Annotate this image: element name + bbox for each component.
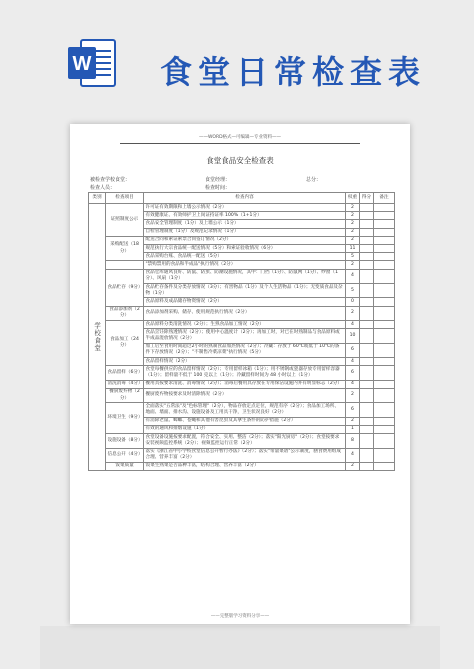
check-content-cell: 食品安全管理制度（1分）及上墙公示（1分） (144, 220, 346, 228)
remarks-cell[interactable] (374, 212, 395, 220)
score-cell[interactable] (360, 306, 374, 320)
banner (0, 0, 474, 118)
header-weight: 权重 (346, 193, 360, 204)
remarks-cell[interactable] (374, 228, 395, 236)
remarks-cell[interactable] (374, 417, 395, 425)
check-content-cell: 食堂设备设施按要求配置，符合安全、实用、整洁（2分）；落实"阳光厨房"（2分）；食堂按要求安装视频监控系统（2分）；视频监控运行正常（2分） (144, 434, 346, 448)
remarks-cell[interactable] (374, 298, 395, 306)
weight-cell: 6 (346, 403, 360, 417)
word-document-icon (66, 37, 118, 89)
weight-cell: 2 (346, 204, 360, 212)
weight-cell: 6 (346, 343, 360, 357)
remarks-cell[interactable] (374, 269, 395, 283)
check-content-cell: 餐厨废弃物按要求及时清除情况（2分） (144, 388, 346, 402)
total-label: 总分： (306, 177, 322, 183)
remarks-cell[interactable] (374, 366, 395, 380)
inspector-label: 检查人员： (90, 185, 116, 191)
document-title: 食堂食品安全检查表 (206, 156, 274, 165)
weight-cell: 1 (346, 425, 360, 433)
weight-cell: 8 (346, 434, 360, 448)
weight-cell: 4 (346, 448, 360, 462)
weight-cell: 2 (346, 306, 360, 320)
score-cell[interactable] (360, 284, 374, 298)
table-row (89, 380, 395, 388)
check-content-cell: 全面落实"五常法"及"色标管理"（2分），物品存放定点定位，规范有序（2分）；食品加工场所、地面、墙面、排水沟、设施设备及工用具干净，卫生状况良好（2分） (144, 403, 346, 417)
table-row (89, 204, 395, 212)
remarks-cell[interactable] (374, 236, 395, 244)
document-header-note: ——WORD格式—可编辑—专业资料—— (198, 135, 282, 140)
header-item: 检查项目 (106, 193, 144, 204)
header-score: 得分 (360, 193, 374, 204)
check-content-cell: 加工后至食用时间超过2小时的熟制食品加热情况（2分）；冷藏：存放于 60℃或低于 10℃的条件下存放情况（2分）；"不制售冷菜凉菜"执行情况（5分） (144, 343, 346, 357)
table-row (89, 236, 395, 244)
document-footer-note: ——完整版学习资料分享—— (210, 614, 270, 619)
document-page (70, 124, 410, 624)
score-cell[interactable] (360, 220, 374, 228)
remarks-cell[interactable] (374, 204, 395, 212)
score-cell[interactable] (360, 380, 374, 388)
score-cell[interactable] (360, 329, 374, 343)
score-cell[interactable] (360, 358, 374, 366)
check-item-cell: 环境卫生（9分） (106, 403, 144, 434)
remarks-cell[interactable] (374, 380, 395, 388)
score-cell[interactable] (360, 298, 374, 306)
weight-cell: 2 (346, 462, 360, 470)
remarks-cell[interactable] (374, 448, 395, 462)
check-content-cell: 有效的通风和排烟设施（1分） (144, 425, 346, 433)
check-content-cell: 食品仓库通风良好、防鼠、防虫、防潮设施情况，其中：门挡（1分）、防鼠网（1分）、纱窗（1分）、风扇（1分） (144, 269, 346, 283)
check-content-cell: 食品原料及成品储存物资情况（2分） (144, 298, 346, 306)
remarks-cell[interactable] (374, 245, 395, 253)
remarks-cell[interactable] (374, 462, 395, 470)
score-cell[interactable] (360, 212, 374, 220)
weight-cell: 2 (346, 236, 360, 244)
score-cell[interactable] (360, 236, 374, 244)
score-cell[interactable] (360, 321, 374, 329)
weight-cell: 10 (346, 329, 360, 343)
table-header-row (89, 193, 395, 204)
table-row (89, 388, 395, 402)
score-cell[interactable] (360, 388, 374, 402)
score-cell[interactable] (360, 425, 374, 433)
score-cell[interactable] (360, 366, 374, 380)
table-row (89, 261, 395, 269)
check-content-cell: 餐用具按要求清洗、消毒情况（2分）；消毒后餐用具存放在专用保洁设施内并有明显标志（2分） (144, 380, 346, 388)
remarks-cell[interactable] (374, 425, 395, 433)
check-content-cell: 许可证有效期限和上墙公示情况（2分） (144, 204, 346, 212)
check-content-cell: 有消除老鼠、蟑螂、苍蝇和其他有害昆虫及其孳生条件的防护措施（2分） (144, 417, 346, 425)
check-item-cell: 设施设备（8分） (106, 434, 144, 448)
check-content-cell: 食品烹饪除熟透情况（2分）；使用中心温度计（2分）；再加工时，对已在时熟制品与食品原料或半成品混放情况（2分） (144, 329, 346, 343)
check-content-cell: 配送合同和索证索票合同签订情况（2分） (144, 236, 346, 244)
score-cell[interactable] (360, 261, 374, 269)
check-item-cell (106, 261, 144, 269)
remarks-cell[interactable] (374, 343, 395, 357)
table-row (89, 306, 395, 320)
score-cell[interactable] (360, 462, 374, 470)
score-cell[interactable] (360, 417, 374, 425)
table-row (89, 448, 395, 462)
svg-text:W: W (72, 53, 92, 75)
table-row (89, 462, 395, 470)
check-item-cell: 信息公开（4分） (106, 448, 144, 462)
weight-cell: 2 (346, 388, 360, 402)
check-item-cell: 食品留样（6分） (106, 366, 144, 380)
weight-cell: 2 (346, 261, 360, 269)
remarks-cell[interactable] (374, 253, 395, 261)
check-content-cell: 食品添加剂采购、储存、使用规范执行情况（2分） (144, 306, 346, 320)
check-item-cell: 食品加工（24分） (106, 321, 144, 366)
check-content-cell: 有效健康证、有效师护卫上岗证持证率 100%（1+1分） (144, 212, 346, 220)
header-remarks: 备注 (374, 193, 395, 204)
check-item-cell: 饭菜质量 (106, 462, 144, 470)
time-label: 检查时间： (205, 185, 231, 191)
table-row (89, 269, 395, 283)
header-rule (120, 143, 360, 144)
weight-cell: 2 (346, 212, 360, 220)
check-item-cell: 证照制度公示 (106, 204, 144, 237)
banner-title: 食堂日常检查表 (160, 53, 427, 91)
check-content-cell: 规范执行大宗食品统一配送情况（5分）和索证验收情况（6分） (144, 245, 346, 253)
header-content: 检查内容 (144, 193, 346, 204)
check-item-cell: 餐厨废弃物（2分） (106, 388, 144, 402)
check-item-cell: 食品贮存（9分） (106, 269, 144, 306)
check-content-cell: 自检管理制度（1分）及规范记录情况（1分） (144, 228, 346, 236)
weight-cell: 0 (346, 298, 360, 306)
weight-cell: 5 (346, 253, 360, 261)
weight-cell: 4 (346, 269, 360, 283)
check-content-cell: 食品贮存条件及分类存放情况（3分）；有害物品（1分）及个人生活物品（1分）；无变质食品及杂物（1分） (144, 284, 346, 298)
score-cell[interactable] (360, 245, 374, 253)
weight-cell: 6 (346, 366, 360, 380)
weight-cell: 4 (346, 380, 360, 388)
check-content-cell: 落实《浙江省中小学校食堂信息公开暂行办法》（2分）；落实"带量菜谱"公示制度，膳食费用组成合理、营养丰富（2分） (144, 448, 346, 462)
manager-label: 食堂经理： (205, 177, 231, 183)
remarks-cell[interactable] (374, 321, 395, 329)
check-content-cell: 食堂每餐供应的食品留样情况（2分）；专用留样冰箱（1分）；用不锈钢或瓷器存放专用留样容器（1分）；留样量不低于 100 克以上（1分）；冷藏留样时间为 48 小时以上（1分） (144, 366, 346, 380)
score-cell[interactable] (360, 434, 374, 448)
score-cell[interactable] (360, 269, 374, 283)
weight-cell: 4 (346, 358, 360, 366)
remarks-cell[interactable] (374, 284, 395, 298)
table-row (89, 403, 395, 417)
score-cell[interactable] (360, 343, 374, 357)
remarks-cell[interactable] (374, 403, 395, 417)
remarks-cell[interactable] (374, 306, 395, 320)
check-content-cell: 食品采购台账、食品统一配送（5分） (144, 253, 346, 261)
check-content-cell: "禁购禁用的食品和半成品"执行情况（2分） (144, 261, 346, 269)
remarks-cell[interactable] (374, 261, 395, 269)
remarks-cell[interactable] (374, 434, 395, 448)
check-item-cell: 食品添加剂（2分） (106, 306, 144, 320)
remarks-cell[interactable] (374, 220, 395, 228)
weight-cell: 11 (346, 245, 360, 253)
header-category: 类别 (89, 193, 106, 204)
weight-cell: 4 (346, 321, 360, 329)
score-cell[interactable] (360, 448, 374, 462)
score-cell[interactable] (360, 403, 374, 417)
score-cell[interactable] (360, 204, 374, 212)
remarks-cell[interactable] (374, 358, 395, 366)
weight-cell: 2 (346, 228, 360, 236)
weight-cell: 2 (346, 417, 360, 425)
remarks-cell[interactable] (374, 388, 395, 402)
weight-cell: 5 (346, 284, 360, 298)
table-row (89, 321, 395, 329)
check-content-cell: 食品原料分类清洗情况（2分）；生熟食品加工情况（2分） (144, 321, 346, 329)
check-item-cell: 采购配送（18分） (106, 236, 144, 261)
check-content-cell: 饭菜生熟菜是否品种丰富，结构合理、营养丰富（2分） (144, 462, 346, 470)
check-content-cell: 食品留样情况（2分） (144, 358, 346, 366)
remarks-cell[interactable] (374, 329, 395, 343)
score-cell[interactable] (360, 253, 374, 261)
table-row (89, 434, 395, 448)
check-item-cell: 清洗消毒（4分） (106, 380, 144, 388)
weight-cell: 2 (346, 220, 360, 228)
inspection-table (88, 192, 395, 471)
category-cell: 学校食堂 (89, 204, 106, 471)
table-row (89, 366, 395, 380)
score-cell[interactable] (360, 228, 374, 236)
school-label: 被检查学校食堂： (90, 177, 131, 183)
background-strip (40, 626, 440, 669)
